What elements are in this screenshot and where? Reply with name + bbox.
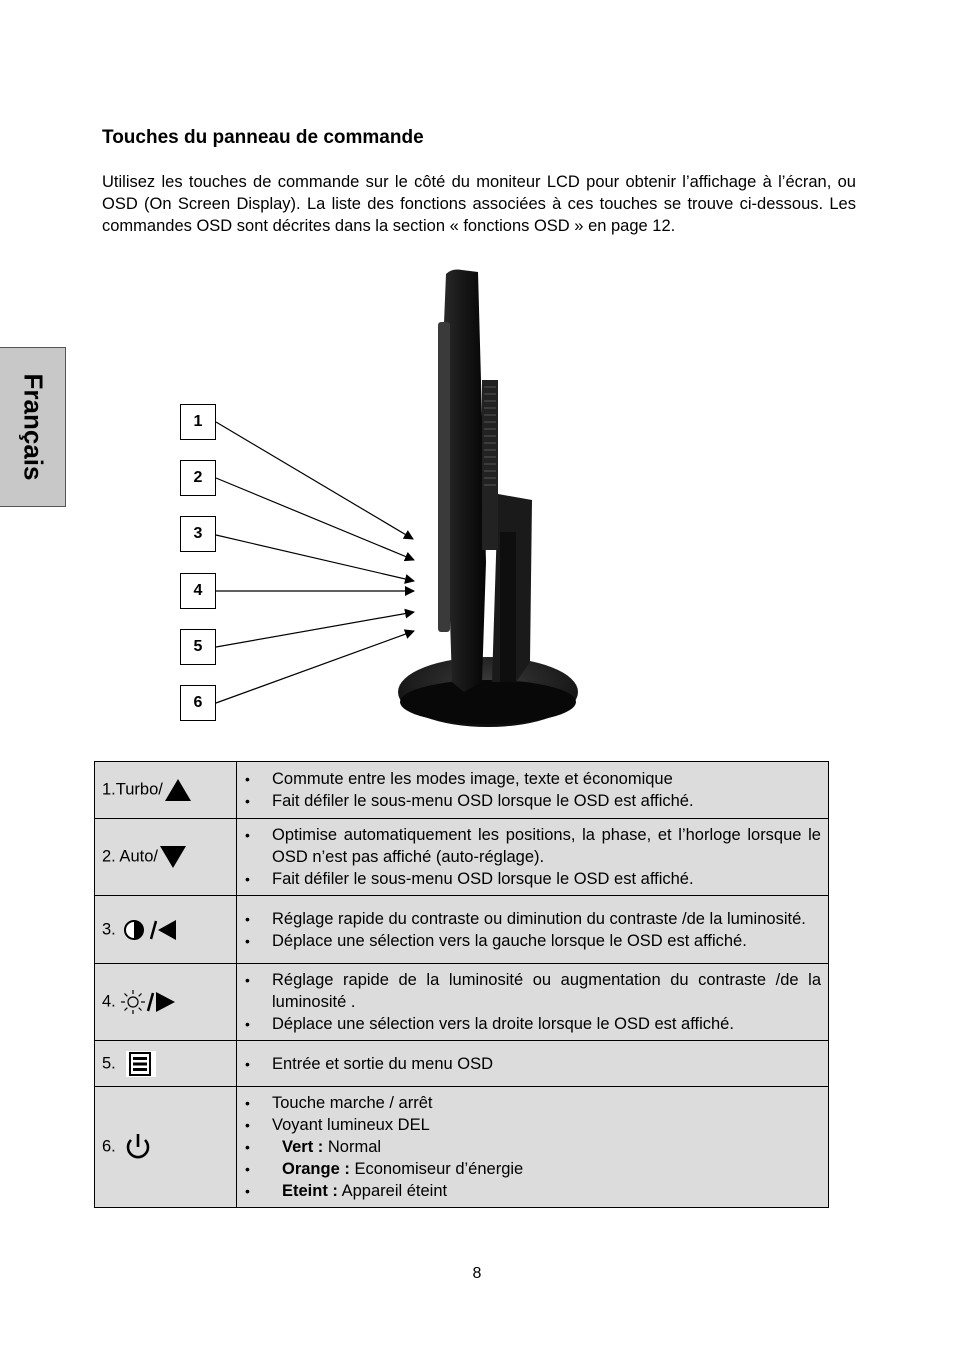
language-tab: [0, 347, 66, 507]
list-item: [272, 1158, 821, 1180]
list-item: • Fait défiler le sous-menu OSD lorsque le OSD est affiché.: [272, 790, 821, 812]
list-item: • Touche marche / arrêt: [272, 1092, 821, 1114]
table-row: [95, 896, 829, 964]
page-number: 8: [472, 1265, 482, 1282]
list-item: • Entrée et sortie du menu OSD: [272, 1053, 821, 1075]
key-cell: [95, 1041, 237, 1087]
list-item: • Commute entre les modes image, texte et économique: [272, 768, 821, 790]
list-item: • Optimise automatiquement les positions, la phase, et l’horloge lorsque le OSD n’est pas affiché (auto-réglage).: [272, 824, 821, 868]
table-row: [95, 964, 829, 1041]
key-cell: [95, 762, 237, 819]
intro-paragraph: Utilisez les touches de commande sur le côté du moniteur LCD pour obtenir l’affichage à l’écran, ou OSD (On Screen Display). La liste des fonctions associées à ces touches se trouve ci-dessous. Les commandes OSD sont décrites dans la section « fonctions OSD » en page 12.: [102, 173, 856, 235]
callout-2: 2: [180, 460, 216, 496]
table-row: [95, 819, 829, 896]
language-tab-label: Français: [18, 373, 48, 481]
led-state: Eteint :: [282, 1182, 338, 1200]
key-label: 1.Turbo/: [102, 780, 163, 799]
control-keys-table: [94, 761, 829, 1208]
list-item: [272, 1180, 821, 1202]
description-cell: [237, 896, 829, 964]
key-label: 6.: [102, 1137, 116, 1156]
led-state: Orange :: [282, 1160, 350, 1178]
description-cell: [237, 819, 829, 896]
key-cell: [95, 819, 237, 896]
key-label: 3.: [102, 920, 116, 938]
list-item: • Réglage rapide du contraste ou diminution du contraste /de la luminosité.: [272, 908, 821, 930]
list-item: [272, 1136, 821, 1158]
callout-3: 3: [180, 516, 216, 552]
table-row: [95, 1041, 829, 1087]
table-row: [95, 762, 829, 819]
power-icon: [120, 1132, 156, 1162]
led-meaning: Normal: [327, 1138, 382, 1156]
callout-5: 5: [180, 629, 216, 665]
key-label: 4.: [102, 992, 116, 1011]
key-label: 2. Auto/: [102, 847, 158, 866]
description-cell: [237, 1087, 829, 1208]
monitor-side-illustration: [170, 262, 600, 732]
key-cell: [95, 896, 237, 964]
list-item: • Fait défiler le sous-menu OSD lorsque le OSD est affiché.: [272, 868, 821, 890]
callout-1: 1: [180, 404, 216, 440]
list-item: • Voyant lumineux DEL: [272, 1114, 821, 1136]
key-cell: [95, 964, 237, 1041]
monitor-side-figure: [170, 262, 600, 732]
table-row: [95, 1087, 829, 1208]
description-cell: [237, 1041, 829, 1087]
led-meaning: Appareil éteint: [341, 1182, 448, 1200]
key-cell: [95, 1087, 237, 1208]
list-item: • Réglage rapide de la luminosité ou augmentation du contraste /de la luminosité .: [272, 969, 821, 1013]
up-triangle-icon: [163, 777, 193, 803]
list-item: • Déplace une sélection vers la droite lorsque le OSD est affiché.: [272, 1013, 821, 1035]
callout-6: 6: [180, 685, 216, 721]
list-item: • Déplace une sélection vers la gauche lorsque le OSD est affiché.: [272, 930, 821, 952]
description-cell: [237, 762, 829, 819]
description-cell: [237, 964, 829, 1041]
brightness-right-icon: [120, 989, 178, 1015]
contrast-left-icon: [120, 917, 178, 943]
key-label: 5.: [102, 1054, 116, 1072]
menu-icon: [120, 1050, 160, 1078]
led-state: Vert :: [282, 1138, 324, 1156]
callout-4: 4: [180, 573, 216, 609]
led-meaning: Economiseur d’énergie: [354, 1160, 524, 1178]
section-heading: Touches du panneau de commande: [102, 127, 424, 148]
down-triangle-icon: [158, 844, 188, 870]
